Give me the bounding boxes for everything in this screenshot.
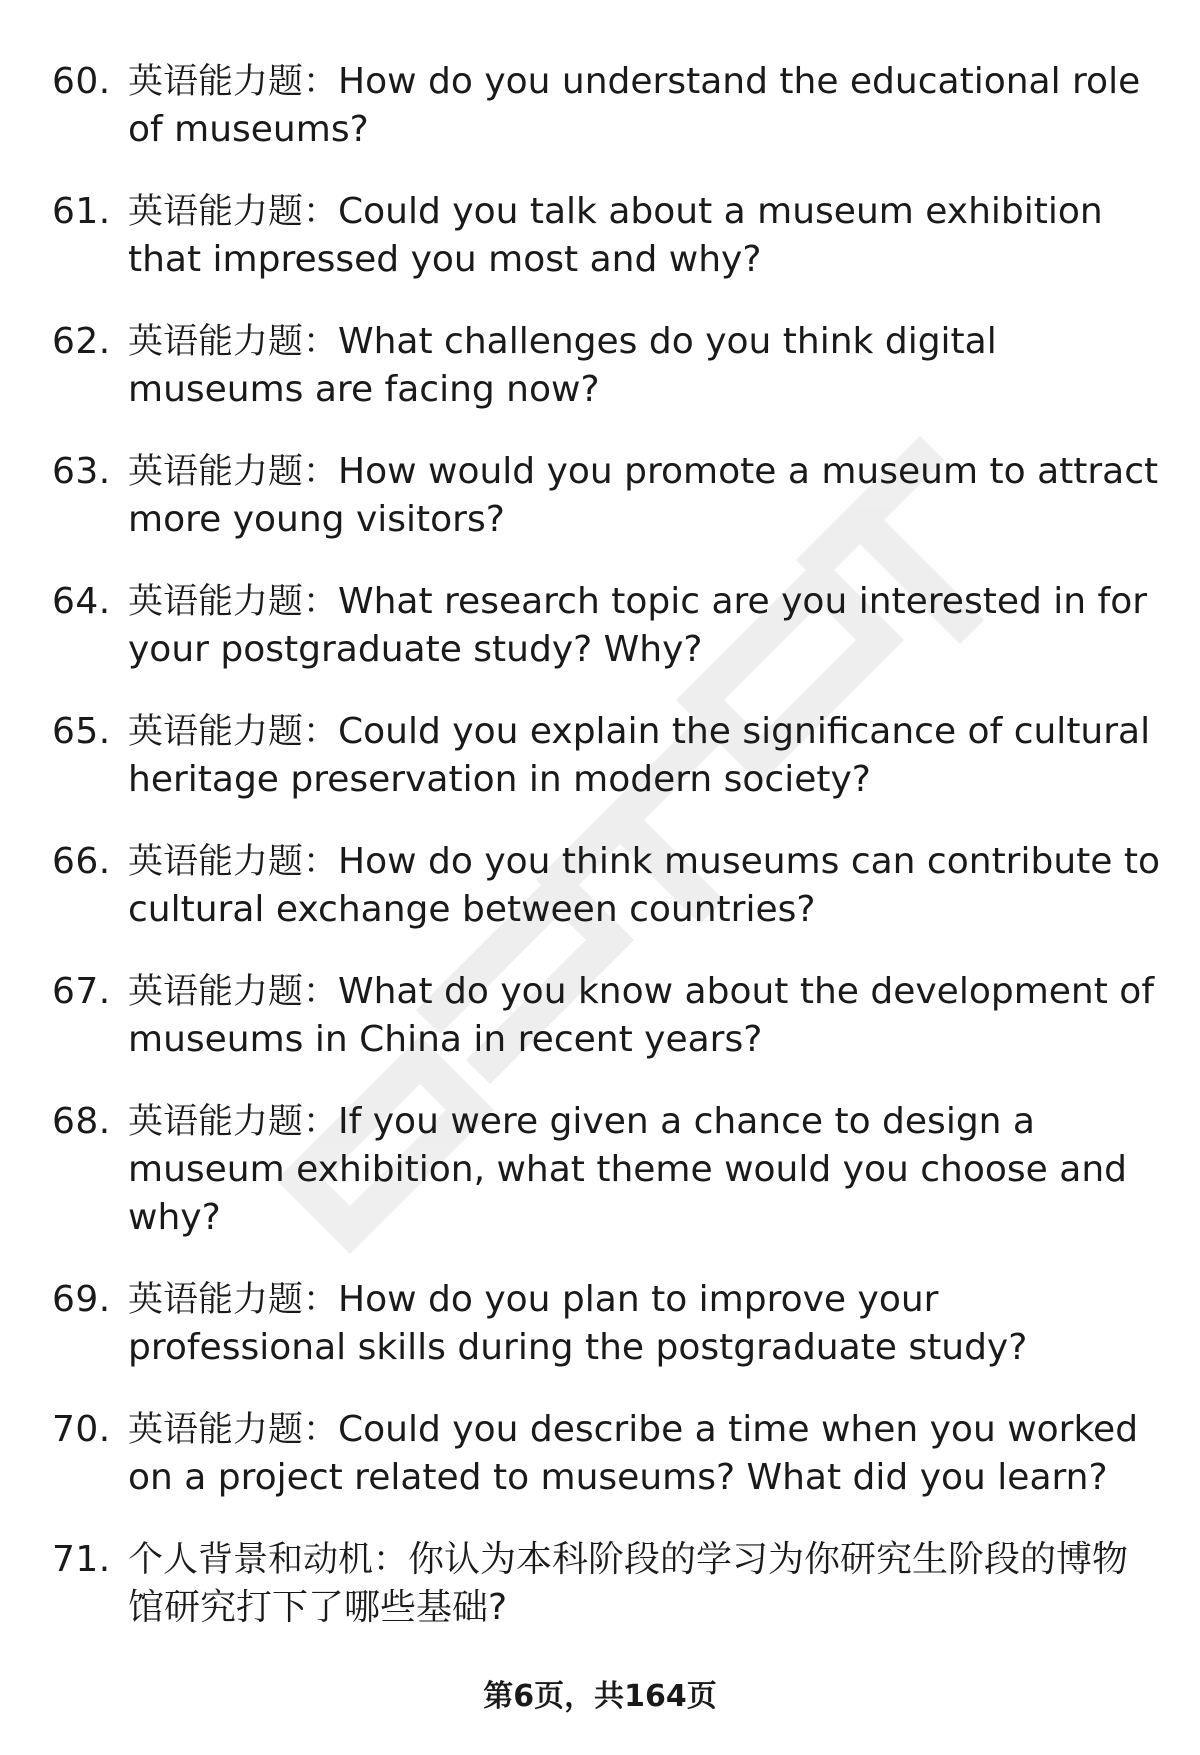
question-text: What do you know about the development of museums in China in recent years? <box>128 971 1154 1060</box>
question-text: What challenges do you think digital museums are facing now? <box>128 321 997 410</box>
question-category: 个人背景和动机： <box>128 1540 409 1580</box>
list-item <box>52 708 1162 804</box>
question-category: 英语能力题： <box>128 62 339 102</box>
question-number: 64. <box>52 581 111 622</box>
question-body <box>128 1276 1162 1372</box>
question-category: 英语能力题： <box>128 452 339 492</box>
list-item <box>52 1276 1162 1372</box>
question-category: 英语能力题： <box>128 1280 339 1320</box>
question-category: 英语能力题： <box>128 712 339 752</box>
question-text: Could you talk about a museum exhibition that impressed you most and why? <box>128 191 1103 280</box>
question-body <box>128 1536 1162 1632</box>
question-text: How do you think museums can contribute to cultural exchange between countries? <box>128 841 1161 930</box>
list-item <box>52 578 1162 674</box>
question-number: 61. <box>52 191 111 232</box>
question-number: 65. <box>52 711 111 752</box>
question-number: 71. <box>52 1539 111 1580</box>
list-item <box>52 838 1162 934</box>
question-body <box>128 578 1162 674</box>
page-footer: 第6页，共164页 <box>483 1679 717 1714</box>
list-item <box>52 318 1162 414</box>
question-body <box>128 1406 1162 1502</box>
list-item <box>52 1406 1162 1502</box>
list-item <box>52 968 1162 1064</box>
question-category: 英语能力题： <box>128 1102 339 1142</box>
question-text: How do you plan to improve your professional skills during the postgraduate study? <box>128 1279 1028 1368</box>
list-item <box>52 58 1162 154</box>
question-category: 英语能力题： <box>128 1410 339 1450</box>
question-number: 62. <box>52 321 111 362</box>
question-body <box>128 1098 1162 1242</box>
question-number: 66. <box>52 841 111 882</box>
list-item <box>52 448 1162 544</box>
question-category: 英语能力题： <box>128 582 339 622</box>
question-body <box>128 708 1162 804</box>
question-list <box>52 58 1162 1666</box>
question-body <box>128 838 1162 934</box>
question-body <box>128 968 1162 1064</box>
question-text: If you were given a chance to design a museum exhibition, what theme would you choose and why? <box>128 1101 1127 1238</box>
question-category: 英语能力题： <box>128 322 339 362</box>
question-text: How do you understand the educational role of museums? <box>128 61 1141 150</box>
question-text: Could you explain the significance of cultural heritage preservation in modern society? <box>128 711 1151 800</box>
list-item <box>52 1536 1162 1632</box>
question-category: 英语能力题： <box>128 972 339 1012</box>
question-number: 67. <box>52 971 111 1012</box>
question-text: 你认为本科阶段的学习为你研究生阶段的博物馆研究打下了哪些基础? <box>128 1539 1129 1628</box>
question-text: How would you promote a museum to attract more young visitors? <box>128 451 1159 540</box>
list-item <box>52 1098 1162 1242</box>
list-item <box>52 188 1162 284</box>
question-number: 70. <box>52 1409 111 1450</box>
question-category: 英语能力题： <box>128 842 339 882</box>
question-number: 68. <box>52 1101 111 1142</box>
question-text: Could you describe a time when you worked on a project related to museums? What did you learn? <box>128 1409 1139 1498</box>
question-category: 英语能力题： <box>128 192 339 232</box>
question-body <box>128 448 1162 544</box>
question-body <box>128 318 1162 414</box>
question-body <box>128 188 1162 284</box>
question-number: 60. <box>52 61 111 102</box>
question-number: 63. <box>52 451 111 492</box>
question-text: What research topic are you interested in for your postgraduate study? Why? <box>128 581 1148 670</box>
question-body <box>128 58 1162 154</box>
question-number: 69. <box>52 1279 111 1320</box>
